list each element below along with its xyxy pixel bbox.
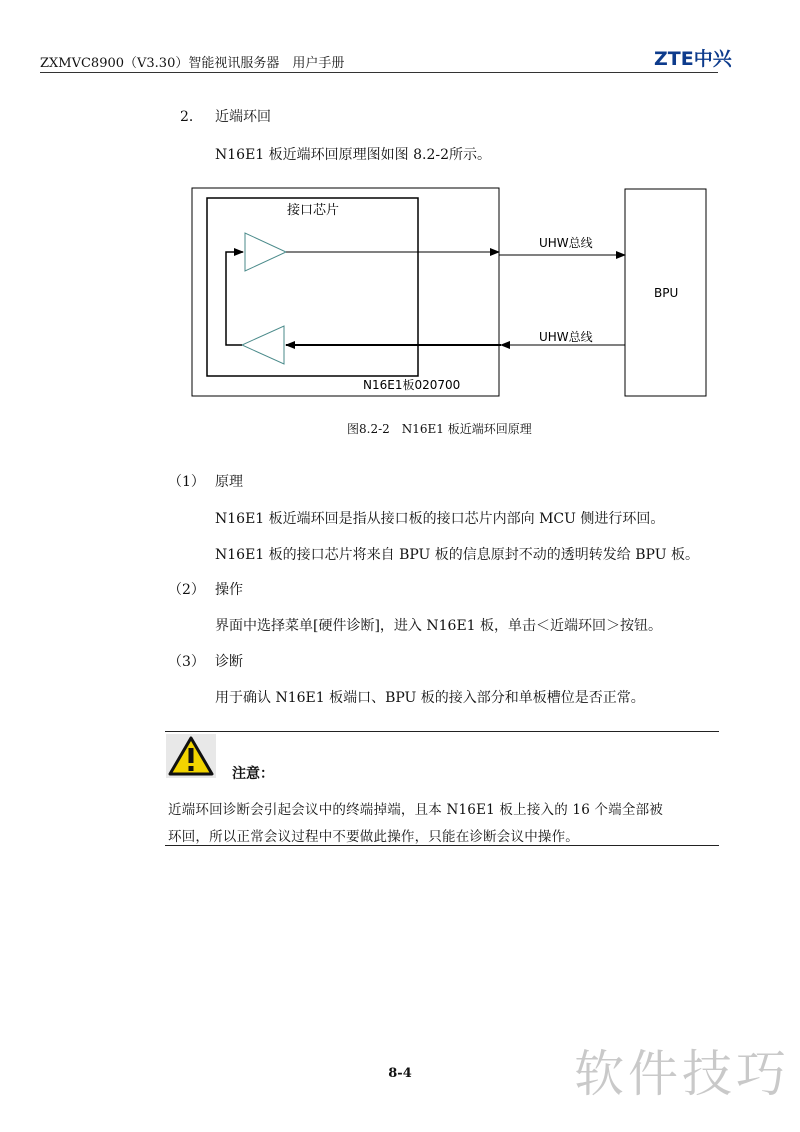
item-heading-diagnosis: 诊断	[215, 654, 243, 670]
note-line-1: 近端环回诊断会引起会议中的终端掉端，且本 N16E1 板上接入的 16 个端全部被	[168, 802, 663, 818]
board-box	[192, 188, 499, 396]
top-bus-label: UHW总线	[539, 236, 593, 250]
operation-line-1: 界面中选择菜单[硬件诊断]，进入 N16E1 板，单击＜近端环回＞按钮。	[215, 618, 663, 634]
item-marker-1: （1）	[168, 474, 205, 490]
principle-line-2: N16E1 板的接口芯片将来自 BPU 板的信息原封不动的透明转发给 BPU 板。	[215, 547, 699, 563]
lower-amplifier	[242, 326, 284, 364]
note-line-2: 环回，所以正常会议过程中不要做此操作，只能在诊断会议中操作。	[168, 829, 579, 845]
section-number: 2．	[180, 109, 203, 125]
item-marker-3: （3）	[168, 654, 205, 670]
upper-amplifier	[245, 233, 286, 271]
bpu-label: BPU	[654, 286, 679, 300]
loopback-diagram	[0, 0, 800, 420]
board-label: N16E1板020700	[363, 378, 461, 392]
section-title: 近端环回	[215, 109, 271, 125]
document-header-title: ZXMVC8900（V3.30）智能视讯服务器 用户手册	[40, 56, 345, 71]
page-number: 8-4	[388, 1066, 412, 1081]
section-intro: N16E1 板近端环回原理图如图 8.2-2所示。	[215, 147, 491, 163]
warning-icon	[166, 734, 216, 778]
figure-caption: 图8.2-2 N16E1 板近端环回原理	[347, 422, 532, 436]
diagnosis-line-1: 用于确认 N16E1 板端口、BPU 板的接入部分和单板槽位是否正常。	[215, 690, 645, 706]
note-bottom-rule	[165, 845, 719, 846]
zte-logo: ZTE中兴	[654, 48, 732, 70]
item-heading-principle: 原理	[215, 474, 243, 490]
item-heading-operation: 操作	[215, 582, 243, 598]
chip-box	[207, 198, 418, 376]
note-top-rule	[165, 731, 719, 732]
principle-line-1: N16E1 板近端环回是指从接口板的接口芯片内部向 MCU 侧进行环回。	[215, 511, 665, 527]
item-marker-2: （2）	[168, 582, 205, 598]
note-title: 注意：	[232, 766, 274, 782]
watermark-text: 软件技巧	[574, 1045, 790, 1103]
bottom-bus-label: UHW总线	[539, 330, 593, 344]
chip-label: 接口芯片	[287, 203, 340, 218]
loopback-path	[226, 252, 243, 345]
